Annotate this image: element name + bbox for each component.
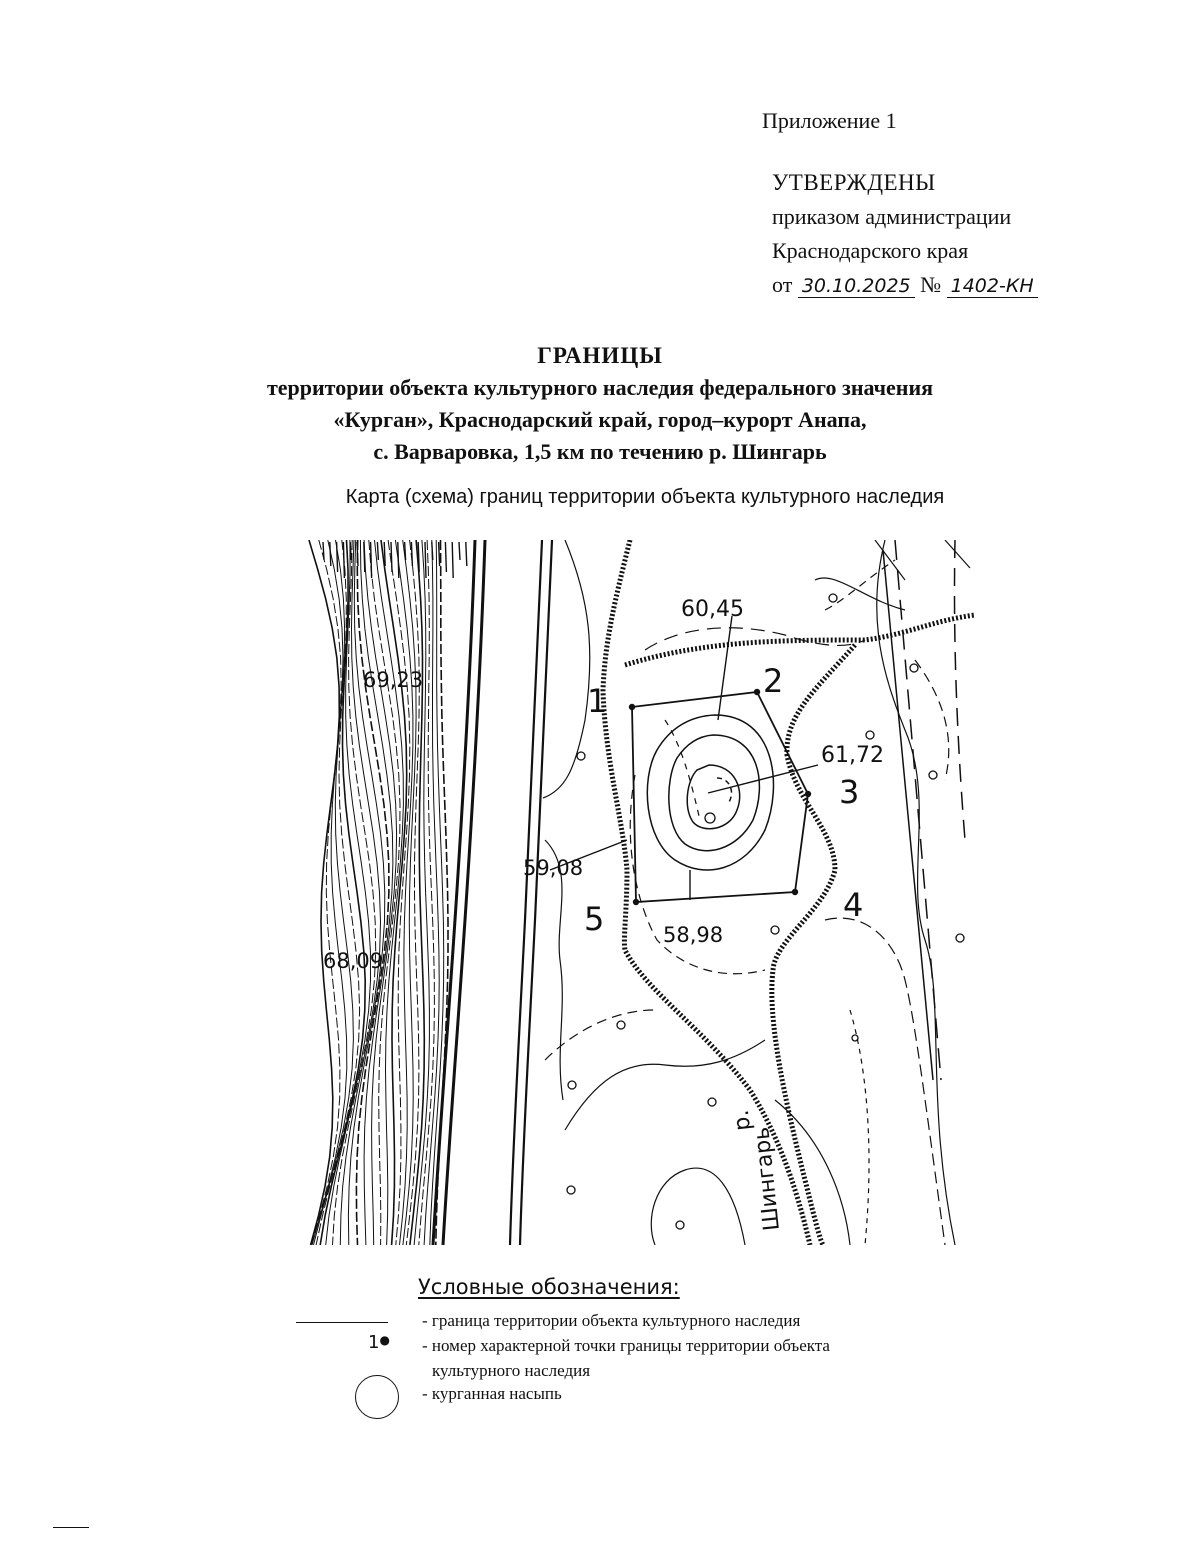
hatch-mark: [398, 542, 399, 578]
boundary-map: [305, 540, 975, 1245]
point-number: 2: [763, 662, 784, 700]
point-number: 5: [584, 900, 605, 938]
hatch-mark: [330, 542, 331, 566]
mound-circle-icon: [355, 1375, 399, 1419]
hatch-mark: [432, 542, 433, 560]
title-line-1: территории объекта культурного наследия федерального значения: [266, 375, 934, 400]
hatch-mark: [445, 542, 446, 572]
hatch-mark: [377, 542, 378, 560]
elevation-label: 60,45: [681, 597, 744, 622]
legend-point-text-1: - номер характерной точки границы территории объекта: [422, 1336, 830, 1355]
elevation-label: 59,08: [523, 856, 584, 880]
hatch-mark: [405, 542, 406, 560]
elevation-label: 61,72: [821, 743, 884, 768]
hatch-mark: [459, 542, 460, 560]
approval-line-2: Краснодарского края: [772, 238, 969, 263]
legend-point-number: 1: [368, 1332, 380, 1353]
vertex-dot: [805, 791, 811, 797]
date-prefix: от: [772, 272, 793, 297]
vertex-dot: [792, 889, 798, 895]
title-line-3: с. Варваровка, 1,5 км по течению р. Шингарь: [373, 439, 827, 464]
hatch-mark: [343, 542, 344, 578]
hatch-mark: [439, 542, 440, 566]
hatch-mark: [357, 542, 358, 566]
road-edge-lines: [510, 540, 552, 1245]
order-date: 30.10.2025: [798, 275, 915, 298]
approval-line-1: приказом администрации: [772, 204, 1012, 229]
hatch-mark: [466, 542, 467, 566]
legend-point-symbol: [368, 1332, 390, 1353]
contour-line: [406, 540, 419, 1245]
title-line-2: «Курган», Краснодарский край, город–курорт Анапа,: [333, 407, 867, 432]
map-caption: Карта (схема) границ территории объекта культурного наследия: [345, 486, 945, 508]
elevation-label: 69,23: [363, 668, 424, 692]
hatch-mark: [350, 542, 351, 560]
hatch-mark: [384, 542, 385, 566]
legend-boundary-text: - граница территории объекта культурного наследия: [422, 1311, 801, 1330]
document-title: [0, 340, 1200, 468]
point-number: 1: [587, 682, 608, 720]
vertex-dot: [633, 899, 639, 905]
hatch-mark: [452, 542, 453, 578]
boundary-vertices: [629, 689, 811, 905]
vertex-dot: [629, 704, 635, 710]
legend-mound-text: - курганная насыпь: [422, 1384, 562, 1403]
title-main: ГРАНИЦЫ: [537, 343, 663, 368]
vertex-dot: [754, 689, 760, 695]
appendix-label: Приложение 1: [762, 108, 897, 133]
contour-line: [311, 540, 341, 1245]
hatch-mark: [425, 542, 426, 578]
approval-date-line: [772, 268, 1038, 303]
legend-title: Условные обозначения:: [418, 1275, 680, 1299]
point-number: 3: [839, 773, 860, 811]
river-label-fragment: Шингарь: [749, 1125, 785, 1232]
point-dot-icon: ●: [379, 1333, 390, 1347]
elevation-label: 58,98: [663, 923, 724, 947]
order-number: 1402-КН: [947, 275, 1038, 298]
boundary-polygon: [632, 692, 808, 902]
hatch-mark: [364, 542, 365, 572]
approval-block: [772, 166, 1038, 303]
legend-point-text-2: культурного наследия: [432, 1361, 591, 1380]
point-number: 4: [843, 886, 864, 924]
contour-line: [309, 540, 339, 1245]
footer-dash: [53, 1527, 89, 1528]
hatch-mark: [418, 542, 419, 572]
hatch-mark: [411, 542, 412, 566]
hatch-mark: [337, 542, 338, 572]
contour-lines: [309, 540, 467, 1245]
legend-boundary-symbol: [296, 1322, 388, 1323]
hatch-mark: [391, 542, 392, 572]
hatch-mark: [323, 542, 324, 560]
number-prefix: №: [920, 272, 942, 297]
hatch-mark: [371, 542, 372, 578]
approved-heading: УТВЕРЖДЕНЫ: [772, 170, 936, 195]
elevation-label: 68,09: [323, 949, 384, 973]
river-label-fragment: р.: [728, 1108, 756, 1132]
